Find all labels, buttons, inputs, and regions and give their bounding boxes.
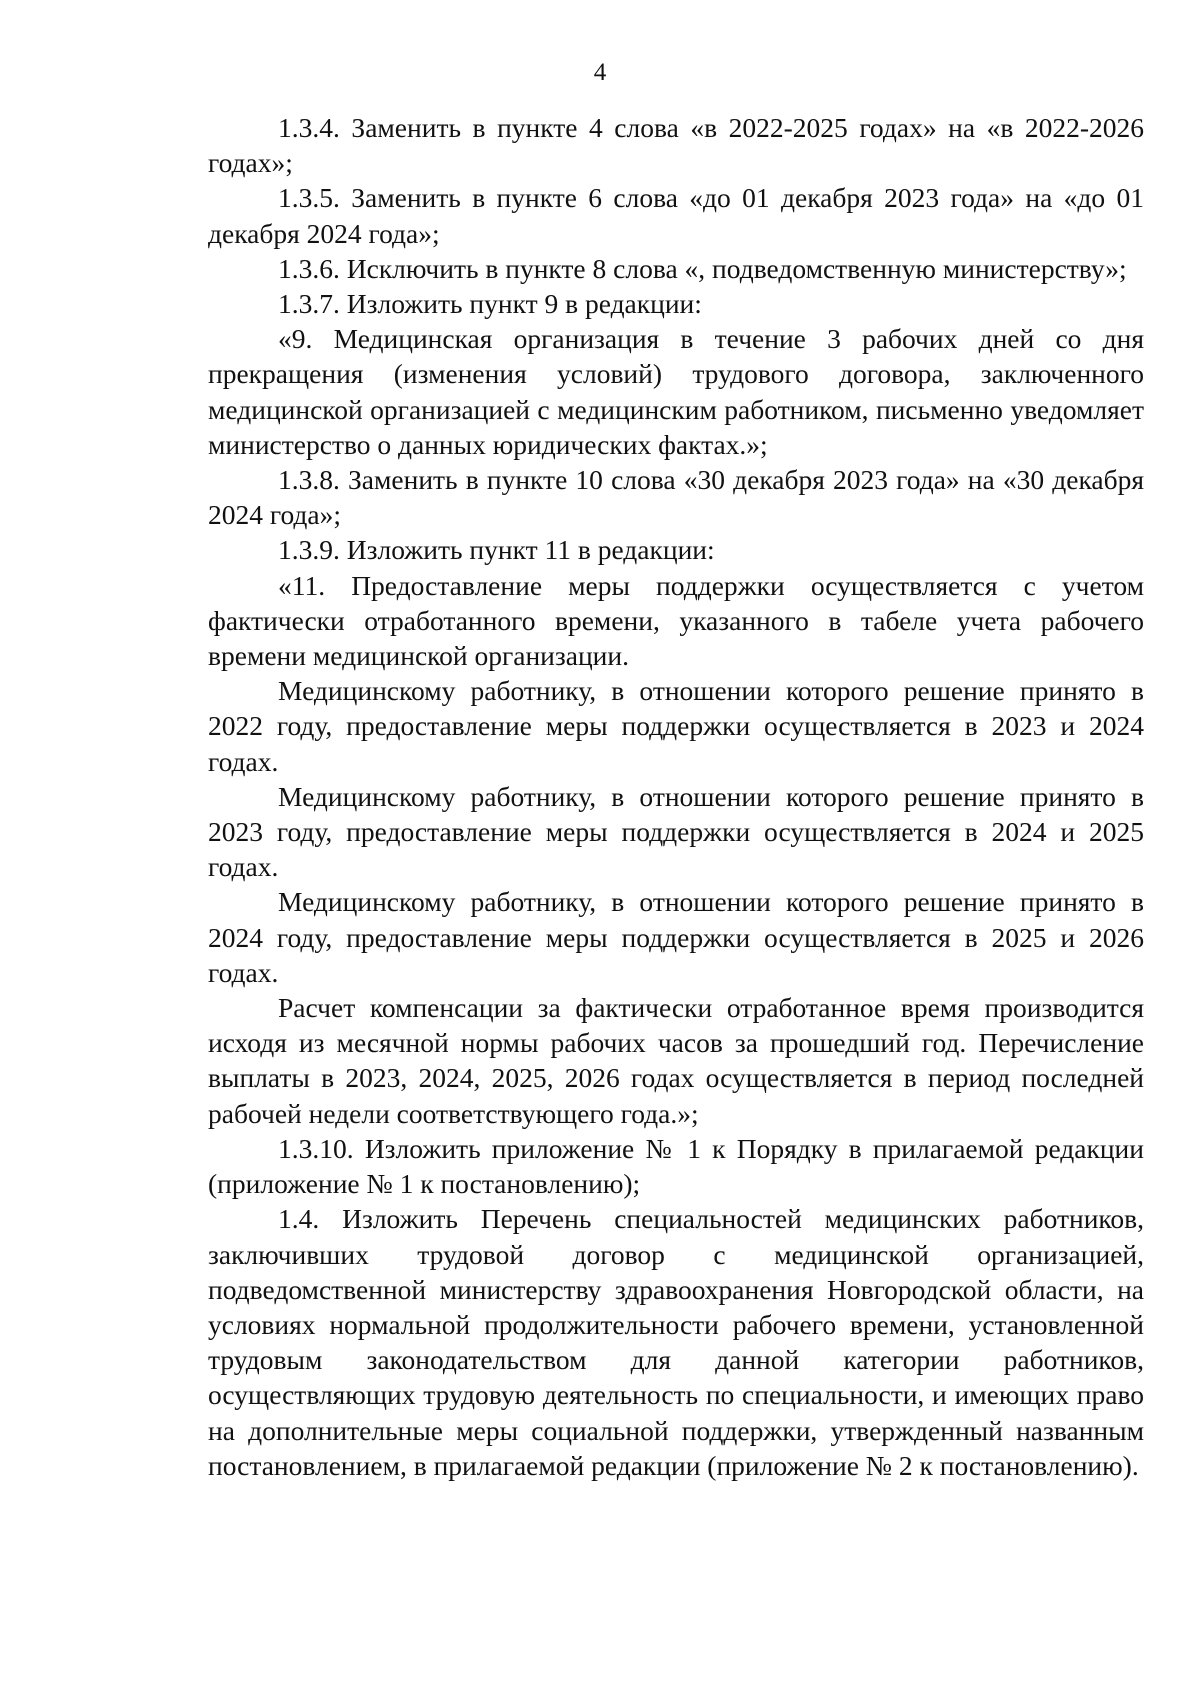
paragraph-2024-worker: Медицинскому работнику, в отношении которого решение принято в 2024 году, предоставление меры поддержки осуществляется в 2025 и 2026 годах. <box>208 886 1144 988</box>
paragraph-item-11: «11. Предоставление меры поддержки осуществляется с учетом фактически отработанного времени, указанного в табеле учета рабочего времени медицинской организации. <box>208 569 1144 672</box>
paragraph-1-3-7: 1.3.7. Изложить пункт 9 в редакции: <box>278 288 702 320</box>
paragraph-1-3-6: 1.3.6. Исключить в пункте 8 слова «, подведомственную министерству»; <box>278 252 1127 284</box>
page-number: 4 <box>593 59 607 86</box>
paragraph-item-9: «9. Медицинская организация в течение 3 рабочих дней со дня прекращения (изменения условий) трудового договора, заключенного медицинской организацией с медицинским работником, письменно уведомляет министерство о данных юридических фактах.»; <box>208 323 1144 460</box>
paragraph-1-3-8: 1.3.8. Заменить в пункте 10 слова «30 декабря 2023 года» на «30 декабря 2024 года»; <box>208 464 1144 531</box>
paragraph-1-3-9: 1.3.9. Изложить пункт 11 в редакции: <box>278 534 715 566</box>
document-body <box>208 110 1144 1483</box>
paragraph-1-4: 1.4. Изложить Перечень специальностей медицинских работников, заключивших трудовой договор с медицинской организацией, подведомственной министерству здравоохранения Новгородской области, на условиях нормальной продолжительности рабочего времени, установленной трудовым законодательством для данной категории работников, осуществляющих трудовую деятельность по специальности, и имеющих право на дополнительные меры социальной поддержки, утвержденный названным постановлением, в прилагаемой редакции (приложение № 2 к постановлению). <box>208 1203 1144 1481</box>
paragraph-compensation: Расчет компенсации за фактически отработанное время производится исходя из месячной нормы рабочих часов за прошедший год. Перечисление выплаты в 2023, 2024, 2025, 2026 годах осуществляется в период последней рабочей недели соответствующего года.»; <box>208 992 1144 1129</box>
paragraph-2023-worker: Медицинскому работнику, в отношении которого решение принято в 2023 году, предоставление меры поддержки осуществляется в 2024 и 2025 годах. <box>208 780 1144 883</box>
paragraph-1-3-10: 1.3.10. Изложить приложение № 1 к Порядку в прилагаемой редакции (приложение № 1 к постановлению); <box>208 1132 1144 1200</box>
paragraph-1-3-4: 1.3.4. Заменить в пункте 4 слова «в 2022-2025 годах» на «в 2022-2026 годах»; <box>208 112 1144 179</box>
paragraph-2022-worker: Медицинскому работнику, в отношении которого решение принято в 2022 году, предоставление меры поддержки осуществляется в 2023 и 2024 годах. <box>208 675 1144 777</box>
paragraph-1-3-5: 1.3.5. Заменить в пункте 6 слова «до 01 декабря 2023 года» на «до 01 декабря 2024 года»; <box>208 182 1144 249</box>
